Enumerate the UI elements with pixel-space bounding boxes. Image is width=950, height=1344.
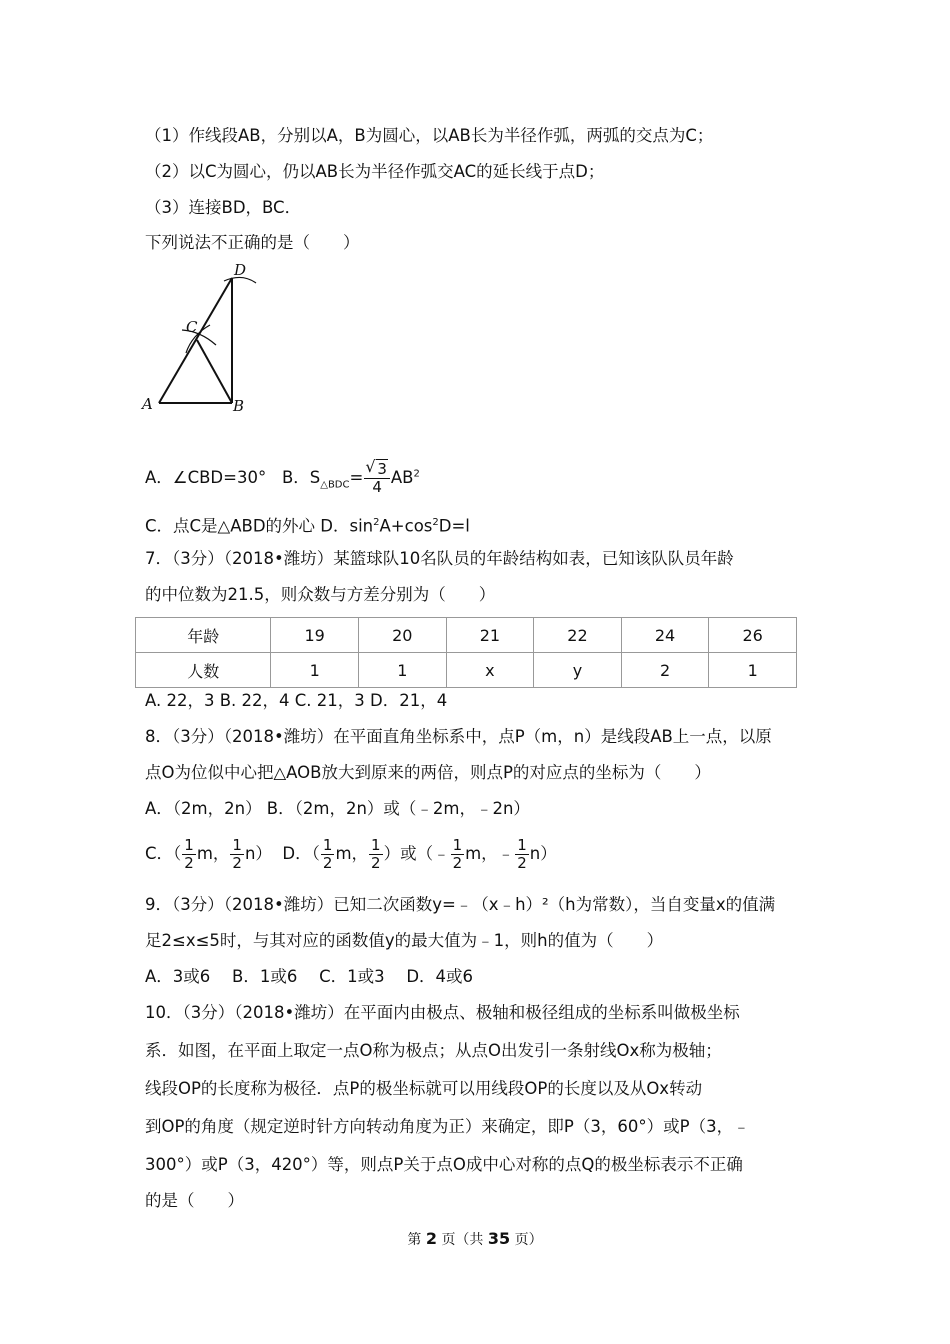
- numerator: 1: [184, 836, 194, 854]
- q10-line-1: 10．（3分）（2018•潍坊）在平面内由极点、极轴和极径组成的坐标系叫做极坐标: [145, 1003, 740, 1022]
- q6-option-d-tail: D=l: [438, 516, 470, 536]
- numerator: 1: [371, 836, 381, 854]
- q7-line-1: 7．（3分）（2018•潍坊）某篮球队10名队员的年龄结构如表，已知该队队员年龄: [145, 549, 734, 568]
- table-cell: y: [534, 653, 622, 688]
- age-table: [135, 617, 797, 688]
- table-cell: x: [446, 653, 534, 688]
- label-a: A: [142, 395, 153, 413]
- q8-c-m: m，: [196, 844, 230, 863]
- q8-d-m2: m，﹣: [465, 844, 515, 863]
- q6-option-c: C．点C是△ABD的外心: [145, 516, 316, 536]
- footer-pre: 第: [407, 1232, 422, 1248]
- step-3: （3）连接BD，BC．: [145, 198, 302, 217]
- numerator: 1: [322, 836, 333, 854]
- numerator: 1: [517, 836, 527, 854]
- fraction-half: [515, 838, 529, 871]
- q10-line-3: 线段OP的长度称为极径．点P的极坐标就可以用线段OP的长度以及从Ox转动: [145, 1079, 703, 1098]
- table-cell: 人数: [136, 653, 271, 688]
- denominator: 2: [184, 854, 194, 872]
- sqrt-3: 3: [377, 460, 387, 478]
- table-cell: 1: [358, 653, 446, 688]
- table-cell: 1: [709, 653, 797, 688]
- q6-options-ab: [145, 462, 420, 496]
- q6-option-b-tail: AB: [390, 468, 414, 487]
- table-cell: 1: [271, 653, 359, 688]
- q8-options-ab: A．（2m，2n） B．（2m，2n）或（﹣2m，﹣2n）: [145, 799, 530, 818]
- numerator: 1: [452, 836, 463, 854]
- q10-line-6: 的是（ ）: [145, 1191, 244, 1210]
- q7-line-2: 的中位数为21.5，则众数与方差分别为（ ）: [145, 585, 496, 604]
- q9-options: A．3或6 B．1或6 C．1或3 D．4或6: [145, 967, 474, 986]
- table-cell: 21: [446, 618, 534, 653]
- step-1: （1）作线段AB，分别以A，B为圆心，以AB长为半径作弧，两弧的交点为C；: [145, 126, 714, 145]
- q7-options: A. 22，3 B. 22，4 C. 21，3 D．21，4: [145, 691, 448, 710]
- page-total: 35: [487, 1229, 511, 1248]
- denominator-4: 4: [372, 478, 382, 496]
- step-2: （2）以C为圆心，仍以AB长为半径作弧交AC的延长线于点D；: [145, 162, 605, 181]
- table-row: [136, 618, 797, 653]
- numerator: 1: [232, 836, 242, 854]
- q6-option-a: A．∠CBD=30°: [145, 468, 267, 487]
- q8-line-2: 点O为位似中心把△AOB放大到原来的两倍，则点P的对应点的坐标为（ ）: [145, 763, 711, 782]
- q6-option-b-fraction: [364, 462, 390, 495]
- fraction-half: [451, 838, 465, 871]
- table-cell: 2: [621, 653, 709, 688]
- fraction-half: [321, 838, 335, 871]
- fraction-half: [230, 838, 244, 871]
- label-b: B: [233, 397, 245, 415]
- table-cell: 22: [534, 618, 622, 653]
- side-bc: [197, 340, 232, 403]
- table-cell: 24: [621, 618, 709, 653]
- q6-option-b-sup: 2: [413, 468, 420, 480]
- q6-option-d: D．sin: [320, 516, 374, 536]
- q6-option-b: B．S: [281, 468, 321, 487]
- table-cell: 19: [271, 618, 359, 653]
- q10-line-2: 系．如图，在平面上取定一点O称为极点；从点O出发引一条射线Ox称为极轴；: [145, 1041, 722, 1060]
- q6-option-d-mid: A+cos: [379, 516, 433, 536]
- q8-line-1: 8．（3分）（2018•潍坊）在平面直角坐标系中，点P（m，n）是线段AB上一点，以原: [145, 727, 772, 746]
- table-cell: 26: [709, 618, 797, 653]
- label-c: C: [186, 318, 198, 336]
- denominator: 2: [452, 854, 463, 872]
- q9-line-1: 9．（3分）（2018•潍坊）已知二次函数y=﹣（x﹣h）²（h为常数），当自变量x的值满: [145, 895, 776, 914]
- label-d: D: [234, 261, 247, 279]
- q10-line-5: 300°）或P（3，420°）等，则点P关于点O成中心对称的点Q的极坐标表示不正确: [145, 1155, 743, 1174]
- denominator: 2: [232, 854, 242, 872]
- q6-stem: 下列说法不正确的是（ ）: [145, 233, 360, 252]
- q8-d-m: m，: [335, 844, 369, 863]
- q8-d-or: ）或（﹣: [383, 844, 450, 863]
- q8-c-n: n）: [244, 844, 272, 863]
- footer-mid: 页（共: [441, 1232, 484, 1248]
- footer-post: 页）: [514, 1232, 543, 1248]
- q8-options-cd: [145, 838, 557, 871]
- q6-option-d-sup1: 2: [373, 517, 380, 528]
- q6-option-b-eq: =: [349, 468, 364, 487]
- table-cell: 20: [358, 618, 446, 653]
- page-footer: [0, 1229, 950, 1249]
- denominator: 2: [371, 854, 381, 872]
- q9-line-2: 足2≤x≤5时，与其对应的函数值y的最大值为﹣1，则h的值为（ ）: [145, 931, 664, 950]
- fraction-half: [182, 838, 196, 871]
- q8-d-n: n）: [529, 844, 557, 863]
- q6-options-cd: [145, 512, 470, 538]
- q8-option-d: D．（: [282, 844, 320, 863]
- denominator: 2: [517, 854, 527, 872]
- construction-figure: [138, 258, 268, 418]
- q6-option-d-sup2: 2: [432, 517, 439, 528]
- q6-option-b-sub: △BDC: [320, 479, 350, 491]
- q8-option-c: C．（: [145, 844, 182, 863]
- fraction-half: [369, 838, 383, 871]
- q10-line-4: 到OP的角度（规定逆时针方向转动角度为正）来确定，即P（3，60°）或P（3，﹣: [145, 1117, 750, 1136]
- denominator: 2: [322, 854, 333, 872]
- page-number: 2: [425, 1229, 437, 1248]
- table-cell: 年龄: [136, 618, 271, 653]
- table-row: [136, 653, 797, 688]
